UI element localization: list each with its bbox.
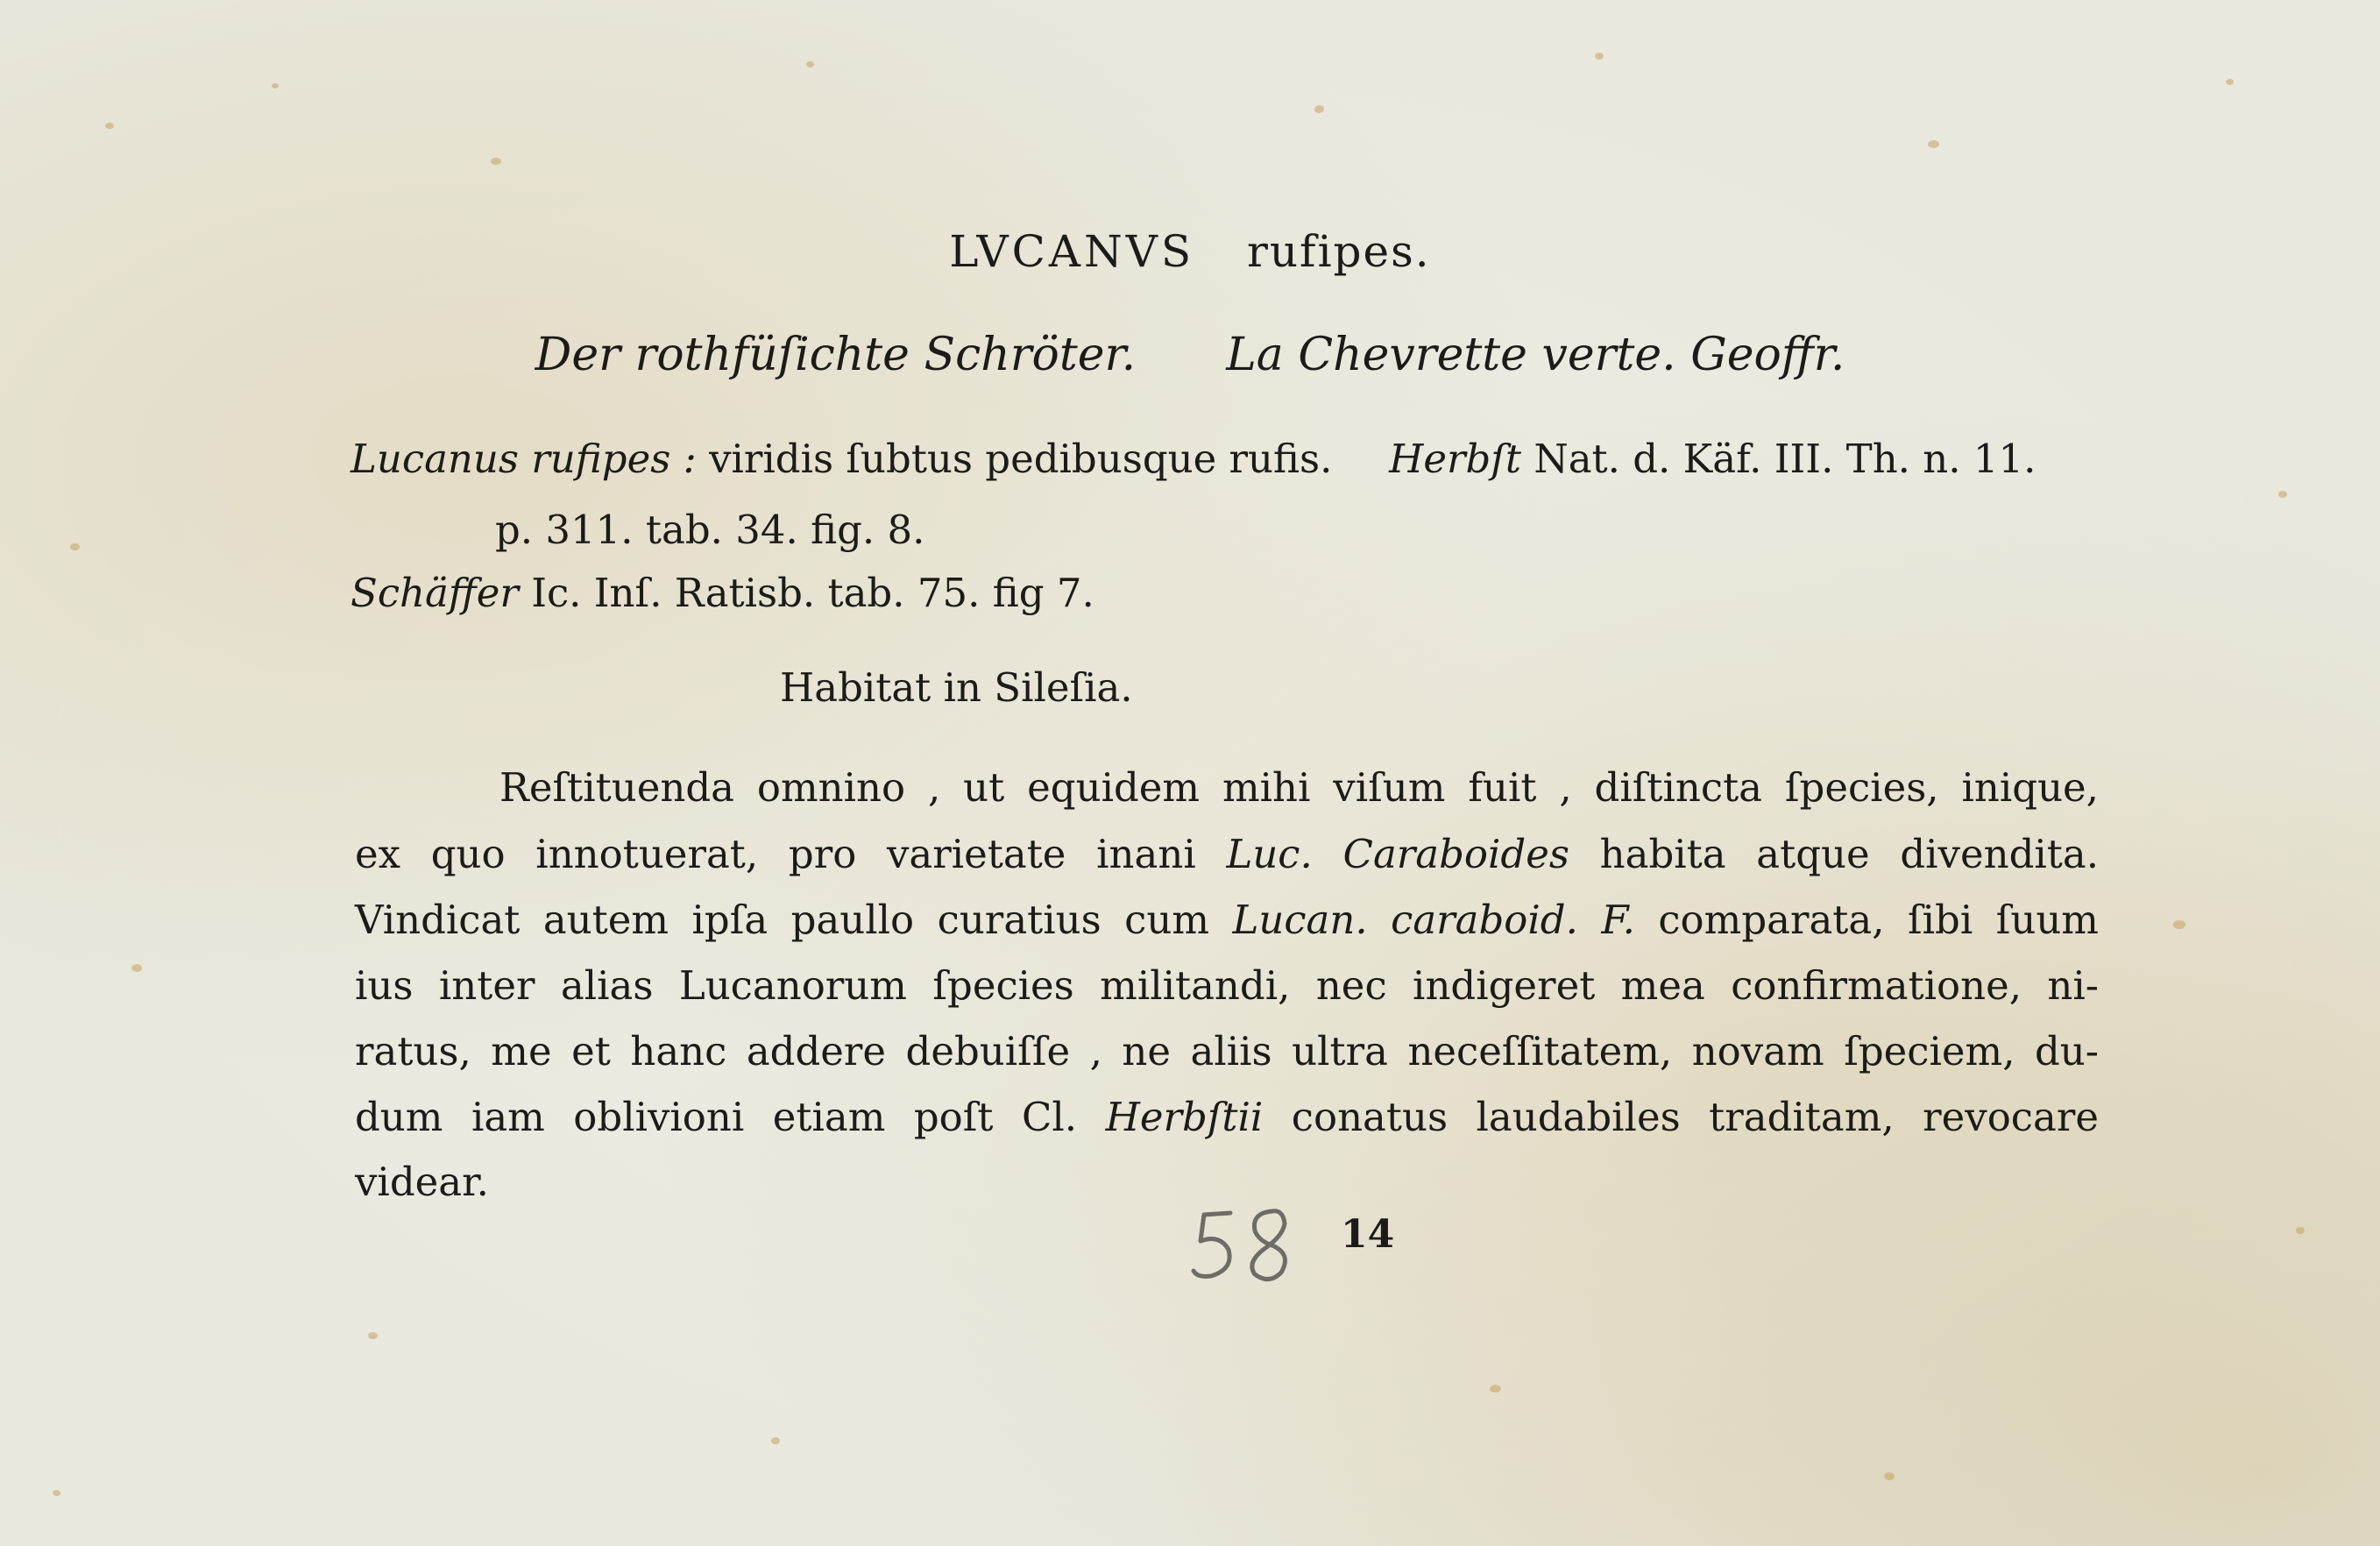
paper-speck — [1490, 1385, 1501, 1393]
paper-speck — [1314, 105, 1324, 113]
paper-speck — [53, 1490, 60, 1496]
subtitle-french: La Chevrette verte. Geoffr. — [1226, 329, 1845, 381]
title-species: rufipes. — [1246, 226, 1431, 277]
page-subtitle — [0, 329, 2380, 381]
paragraph-line-2-a: ex quo innotuerat, pro varietate inani — [355, 831, 1196, 877]
synonym-line-1-cont — [495, 507, 924, 553]
paper-speck — [771, 1437, 780, 1444]
paragraph-line-2-c: habita atque divendita. — [1599, 831, 2099, 877]
paper-speck — [1884, 1472, 1895, 1480]
paragraph-line-4: ius inter alias Lucanorum ſpecies militandi, nec indigeret mea confirmatione, ni- — [355, 962, 2099, 1009]
synonym-2-ref: Ic. Inſ. Ratisb. tab. 75. fig 7. — [531, 570, 1094, 616]
paper-speck — [806, 61, 814, 67]
paper-speck — [70, 543, 80, 550]
synonym-1-author: Herbſt — [1389, 436, 1522, 482]
paper-speck — [105, 123, 114, 129]
paragraph-line-6-b: Herbſtii — [1105, 1094, 1264, 1140]
paragraph-line-1: Reſtituenda omnino , ut equidem mihi viſum fuit , diſtincta ſpecies, inique, — [499, 764, 2099, 811]
paragraph-line — [499, 764, 2099, 811]
handwritten-number-58 — [1185, 1201, 1299, 1288]
paper-speck — [2278, 491, 2287, 498]
subtitle-german: Der rothfüſichte Schröter. — [535, 329, 1137, 381]
paragraph-line — [355, 1028, 2099, 1074]
synonym-1-ref-cont: p. 311. tab. 34. fig. 8. — [495, 507, 925, 553]
synonym-1-text: viridis ſubtus pedibusque rufis. — [709, 436, 1333, 482]
paragraph-line — [355, 962, 2099, 1009]
synonym-2-author: Schäffer — [351, 570, 519, 616]
paper-speck — [491, 158, 501, 165]
paper-speck — [2226, 79, 2234, 85]
paper-speck — [272, 83, 279, 89]
paragraph-line-6-a: dum iam oblivioni etiam poſt Cl. — [355, 1094, 1078, 1140]
paragraph-line-3-b: Lucan. caraboid. F. — [1232, 897, 1635, 943]
synonym-1-ref: Nat. d. Käf. III. Th. n. 11. — [1534, 436, 2036, 482]
paragraph-line-5: ratus, me et hanc addere debuiſſe , ne aliis ultra neceſſitatem, novam ſpeciem, du- — [355, 1028, 2099, 1074]
habitat-text: Habitat in Sileſia. — [780, 664, 1133, 711]
paragraph-line-6-c: conatus laudabiles traditam, revocare — [1291, 1094, 2099, 1140]
paragraph-line-2-b: Luc. Caraboides — [1226, 831, 1569, 877]
paragraph-line — [355, 897, 2099, 943]
habitat-line — [780, 664, 1133, 711]
synonym-line-1 — [351, 436, 2036, 482]
title-genus: LVCANVS — [949, 226, 1195, 277]
paragraph-line-7: videar. — [355, 1159, 489, 1205]
paper-speck — [1595, 53, 1604, 60]
paragraph-line — [355, 831, 2099, 877]
paragraph-line-3-a: Vindicat autem ipſa paullo curatius cum — [355, 897, 1210, 943]
paragraph-line — [355, 1094, 2099, 1140]
synonym-1-name: Lucanus rufipes : — [351, 436, 697, 482]
page-title — [0, 226, 2380, 277]
paper-speck — [1928, 140, 1939, 148]
synonym-line-2 — [351, 570, 1094, 616]
paper-speck — [131, 964, 142, 972]
paper-speck — [368, 1332, 378, 1339]
paragraph-line — [355, 1159, 2099, 1205]
paper-speck — [2173, 920, 2185, 929]
paper-speck — [2296, 1227, 2305, 1234]
page-number: 14 — [1341, 1212, 1395, 1257]
paragraph-line-3-c: comparata, ſibi ſuum — [1658, 897, 2099, 943]
